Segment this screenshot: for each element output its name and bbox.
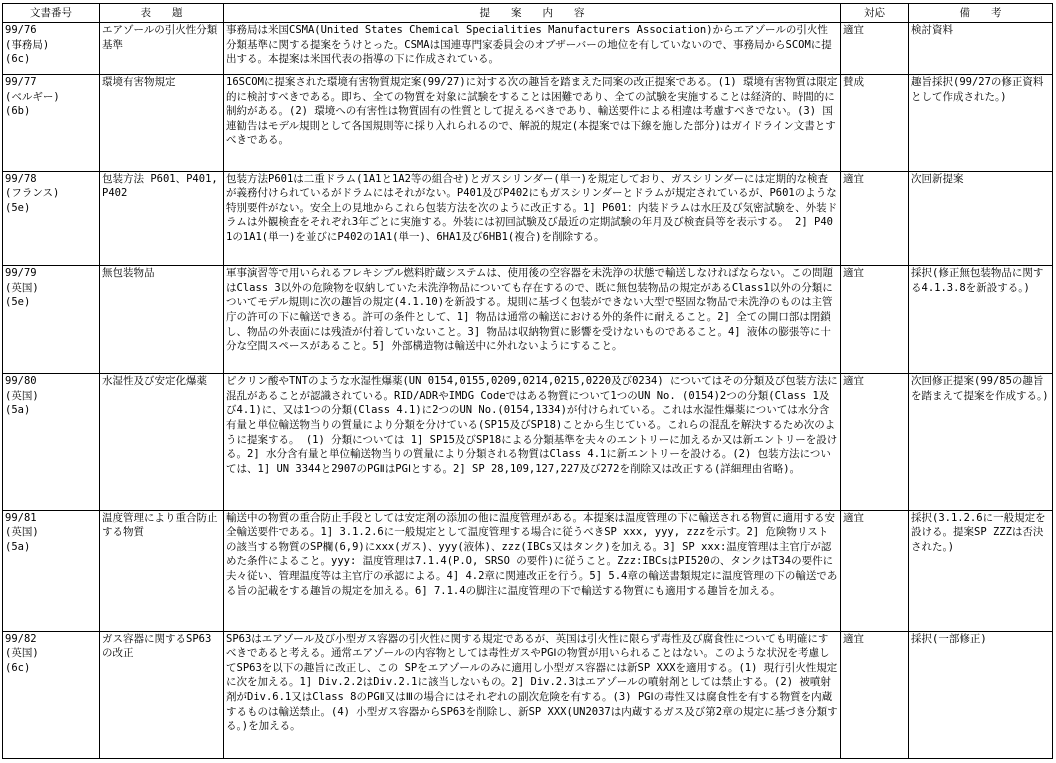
remarks-cell: 次回修正提案(99/85の趣旨を踏まえて提案を作成する。) [909,374,1053,510]
proposal-content-cell: 軍事演習等で用いられるフレキシブル燃料貯蔵システムは、使用後の空容器を未洗浄の状態で輸送しなければならない。この問題はClass 3以外の危険物を収納していた未洗浄物品についても存在するので、既に無包装物品の規定があるClass1以外の分類についてモデル規則に次の趣旨の規定(4.1.10)を新設する。規則に基づく包装ができない大型で堅固な物品で未洗浄のものは主管庁の許可の下に輸送できる。許可の条件として、1] 物品は通常の輸送における外的条件に耐えること。2] 全ての開口部は閉鎖し、物品の外表面には残渣が付着していないこと。3] 物品は収納物質に影響を受けないものであること。4] 液体の膨張等に十分な空間スペースがあること。5] 外部構造物は輸送中に外れないようにすること。 [224,266,841,374]
response-cell: 適宜 [841,631,909,758]
title-cell: エアゾールの引火性分類基準 [100,23,224,75]
response-cell: 適宜 [841,510,909,631]
response-cell: 適宜 [841,171,909,266]
response-cell: 適宜 [841,23,909,75]
response-cell: 適宜 [841,374,909,510]
remarks-cell: 趣旨採択(99/27の修正資料として作成された。) [909,74,1053,171]
proposal-content-cell: 16SCOMに提案された環境有害物質規定案(99/27)に対する次の趣旨を踏まえた同案の改正提案である。(1) 環境有害物質は限定的に検討すべきである。即ち、全ての物質を対象に試験をすることは困難であり、全ての試験を実施することは経済的、時間的に制約がある。(2) 環境への有害性は物質固有の性質として捉えるべきであり、輸送要件による相違は考慮すべきでない。(3) 国連勧告はモデル規則として各国規則等に採り入れられるので、解説的規定(本提案では下線を施した部分)はガイドライン文書とすべきである。 [224,74,841,171]
title-cell: 包装方法 P601、P401,P402 [100,171,224,266]
header-title: 表 題 [100,4,224,23]
doc-number-cell: 99/82 (英国) (6c) [3,631,100,758]
doc-number-cell: 99/76 (事務局) (6c) [3,23,100,75]
title-cell: ガス容器に関するSP63の改正 [100,631,224,758]
header-proposal: 提 案 内 容 [224,4,841,23]
header-remarks: 備 考 [909,4,1053,23]
proposal-table [2,3,1053,759]
doc-number-cell: 99/78 (フランス) (5e) [3,171,100,266]
proposal-content-cell: SP63はエアゾール及び小型ガス容器の引火性に関する規定であるが、英国は引火性に限らず毒性及び腐食性についても明確にすべきであると考える。通常エアゾールの内容物としては毒性ガスやPGⅠの物質が用いられることはない。このような状況を考慮してSP63を以下の趣旨に改正し、この SPをエアゾールのみに適用し小型ガス容器には新SP XXXを適用する。(1) 現行引火性規定に次を加える。1] Div.2.2はDiv.2.1に該当しないもの。2] Div.2.3はエアゾールの噴射剤としては禁止する。(2) 被噴射剤がDiv.6.1又はClass 8のPGⅡ又はⅢの場合にはそれぞれの副次危険を有する。(3) PGⅠの毒性又は腐食性を有する物質を内蔵するものは輸送禁止。(4) 小型ガス容器からSP63を削除し、新SP XXX(UN2037は内蔵するガス及び第2章の規定に基づき分類する。)を加える。 [224,631,841,758]
header-row [3,4,1053,23]
table-row [3,266,1053,374]
response-cell: 賛成 [841,74,909,171]
title-cell: 温度管理により重合防止する物質 [100,510,224,631]
doc-number-cell: 99/77 (ベルギー) (6b) [3,74,100,171]
doc-number-cell: 99/81 (英国) (5a) [3,510,100,631]
remarks-cell: 採択(一部修正) [909,631,1053,758]
response-cell: 適宜 [841,266,909,374]
doc-number-cell: 99/79 (英国) (5e) [3,266,100,374]
table-row [3,374,1053,510]
proposal-content-cell: ピクリン酸やTNTのような水湿性爆薬(UN 0154,0155,0209,0214,0215,0220及び0234) についてはその分類及び包装方法に混乱があることが認識されている。RID/ADRやIMDG Codeではある物質について1つのUN No. (0154)2つの分類(Class 1及び4.1)に、又は1つの分類(Class 4.1)に2つのUN No.(0154,1334)が付けられている。これは水湿性爆薬については水分含有量と単位輸送物当りの質量により分類を分けている(SP15及びSP18)ことから生じている。これらの混乱を解決するため次のように提案する。 (1) 分類については 1] SP15及びSP18による分類基準を夫々のエントリーに加えるか又は新エントリーを設ける。2] 水分含有量と単位輸送物当りの質量により分類される物質はClass 4.1に新エントリーを設ける。(2) 包装方法については、1] UN 3344と2907のPGⅡはPGⅠとする。2] SP 28,109,127,227及び272を削除又は改正する(詳細理由省略)。 [224,374,841,510]
title-cell: 水湿性及び安定化爆薬 [100,374,224,510]
remarks-cell: 検討資料 [909,23,1053,75]
proposal-content-cell: 事務局は米国CSMA(United States Chemical Specialities Manufacturers Association)からエアゾールの引火性分類基準に関する提案をうけとった。CSMAは国連専門家委員会のオブザーバーの地位を有していないので、事務局からSCOMに提出する。本提案は米国代表の指導の下に作成されている。 [224,23,841,75]
table-row [3,171,1053,266]
header-doc-number: 文書番号 [3,4,100,23]
title-cell: 無包装物品 [100,266,224,374]
table-row [3,510,1053,631]
remarks-cell: 採択(修正無包装物品に関する4.1.3.8を新設する。) [909,266,1053,374]
title-cell: 環境有害物規定 [100,74,224,171]
table-row [3,23,1053,75]
remarks-cell: 採択(3.1.2.6に一般規定を設ける。提案SP ZZZは否決された。) [909,510,1053,631]
table-row [3,631,1053,758]
table-row [3,74,1053,171]
header-response: 対応 [841,4,909,23]
proposal-content-cell: 輸送中の物質の重合防止手段としては安定剤の添加の他に温度管理がある。本提案は温度管理の下に輸送される物質に適用する安全輸送要件である。1] 3.1.2.6に一般規定として温度管理する場合に従うべきSP xxx, yyy, zzzを示す。2] 危険物リストの該当する物質のSP欄(6,9)にxxx(ガス)、yyy(液体)、zzz(IBCs又はタンク)を加える。3] SP xxx:温度管理は主官庁が認めた条件によること。yyy: 温度管理は7.1.4(P.O, SRSO の要件)に従うこと。Zzz:IBCsはPI520の、タンクはT34の要件に夫々従い、管理温度等は主官庁の承認による。4] 4.2章に関連改正を行う。5] 5.4章の輸送書類規定に温度管理の下の輸送である旨の記載をする趣旨の規定を加える。6] 7.1.4の脚注に温度管理の下で輸送する物質にも適用する趣旨を加える。 [224,510,841,631]
proposal-content-cell: 包装方法P601は二重ドラム(1A1と1A2等の組合せ)とガスシリンダー(単一)を規定しており、ガスシリンダーには定期的な検査が義務付けられているがドラムにはそれがない。P401及びP402にもガスシリンダーとドラムが規定されているが、P601のような特別要件がない。安全上の見地からこれら包装方法を次のように改正する。1] P601：内装ドラムは水圧及び気密試験を、外装ドラムは外観検査をそれぞれ3年ごとに実施する。外装には初回試験及び最近の定期試験の年月及び検査員等を表示する。 2] P401の1A1(単一)を並びにP402の1A1(単一)、6HA1及び6HB1(複合)を削除する。 [224,171,841,266]
remarks-cell: 次回新提案 [909,171,1053,266]
doc-number-cell: 99/80 (英国) (5a) [3,374,100,510]
